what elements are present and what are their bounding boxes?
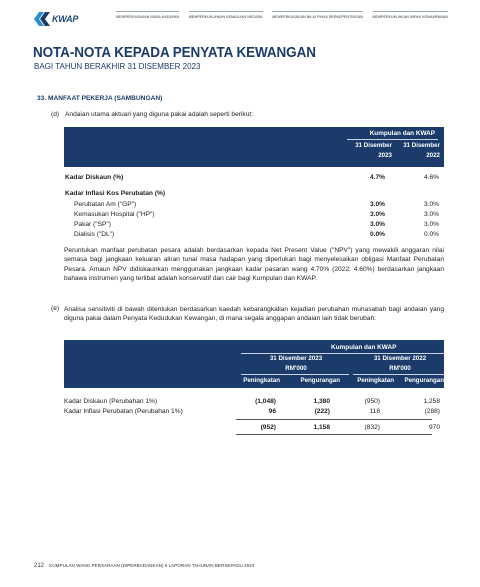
sens-row-discount-inc-2023: (1,048) bbox=[255, 398, 276, 405]
table1-col-2023-label: 31 Disember bbox=[355, 142, 392, 149]
logo-text: KWAP bbox=[52, 14, 79, 24]
sens-row-discount-dec-2022: 1,258 bbox=[423, 398, 440, 405]
row-dl-2022: 0.0% bbox=[423, 231, 439, 238]
sens-row-inflation-dec-2023: (222) bbox=[314, 408, 330, 415]
sens-row-inflation-inc-2022: 118 bbox=[369, 408, 380, 415]
sens-row-discount-label: Kadar Diskaun (Perubahan 1%) bbox=[64, 398, 158, 405]
table2-period-2022: 31 Disember 2022 bbox=[373, 355, 427, 362]
item-e-label: (e) bbox=[51, 305, 60, 312]
sensitivity-table-header bbox=[64, 340, 444, 388]
section-heading: 33. MANFAAT PEKERJA (SAMBUNGAN) bbox=[37, 95, 163, 102]
row-discount-2023: 4.7% bbox=[369, 174, 385, 181]
table2-unit-2023: RM'000 bbox=[285, 365, 307, 372]
sens-row-discount-inc-2022: (950) bbox=[364, 398, 380, 405]
row-sp-2023: 3.0% bbox=[369, 221, 385, 228]
item-d-text: Andaian utama aktuari yang diguna pakai adalah seperti berikut: bbox=[65, 111, 254, 118]
nav-item-pihak-berkepentingan[interactable]: MEMPERKASAKAN NILAI PIHAK BERKEPENTINGAN bbox=[272, 11, 363, 19]
row-dl-label: Dialisis ("DL") bbox=[74, 231, 115, 238]
row-dl-2023: 0.0% bbox=[369, 231, 385, 238]
row-hp-2022: 3.0% bbox=[423, 211, 439, 218]
npv-paragraph: Peruntukan manfaat perubatan pesara adalah berdasarkan kepada Net Present Value ("NPV") yang mewakili anggaran nilai semasa bagi jangkaan keluaran aliran tunai masa hadapan yang diperlukan bagi menyelesaikan obligasi Manfaat Perubatan Pesara. Amaun NPV didiskaunkan menggunakan jangkaan kadar pasaran wang 4.70% (2022: 4.60%) berdasarkan jangkaan bahawa instrumen yang terlibat adalah konservatif dan cair bagi Kumpulan dan KWAP. bbox=[64, 247, 444, 282]
total-bottom-rule bbox=[236, 434, 432, 435]
table1-header-rule bbox=[347, 139, 438, 140]
table2-period-2023: 31 Disember 2023 bbox=[269, 355, 323, 362]
table2-group-title: Kumpulan dan KWAP bbox=[331, 344, 397, 351]
row-hp-2023: 3.0% bbox=[369, 211, 385, 218]
table1-col-2023 bbox=[337, 141, 392, 161]
table2-rule-2023 bbox=[241, 374, 349, 375]
row-inflation-heading: Kadar Inflasi Kos Perubatan (%) bbox=[65, 190, 166, 197]
nav-item-kemajuan-negara[interactable]: MEMPERKUKUHKAN KEMAJUAN NEGARA bbox=[189, 11, 263, 19]
item-d-label: (d) bbox=[51, 111, 60, 118]
page-number: 212 bbox=[34, 563, 45, 569]
nav-item-masa-hadapan[interactable]: MEMPERKASAKAN MASA HADAPAN bbox=[116, 11, 179, 19]
table1-col-2022-label: 31 Disember bbox=[403, 142, 440, 149]
table2-rule-2022 bbox=[353, 374, 444, 375]
sens-total-dec-2023: 1,158 bbox=[313, 424, 330, 431]
table1-group-title: Kumpulan dan KWAP bbox=[369, 130, 435, 137]
table2-col-inc-2023: Peningkatan bbox=[243, 377, 280, 384]
kwap-logo bbox=[34, 12, 78, 26]
table2-col-inc-2022: Peningkatan bbox=[357, 377, 394, 384]
sens-total-inc-2023: (952) bbox=[260, 424, 276, 431]
row-gp-2022: 3.0% bbox=[423, 201, 439, 208]
table1-col-2022-year: 2022 bbox=[426, 152, 440, 159]
page-subtitle: BAGI TAHUN BERAKHIR 31 DISEMBER 2023 bbox=[34, 62, 201, 71]
sens-row-inflation-dec-2022: (288) bbox=[424, 408, 440, 415]
row-hp-label: Kemasukan Hospital ("HP") bbox=[74, 211, 155, 218]
sens-total-dec-2022: 970 bbox=[428, 424, 440, 431]
total-top-rule bbox=[236, 419, 432, 420]
table2-col-dec-2022: Pengurangan bbox=[404, 377, 444, 384]
sens-total-inc-2022: (832) bbox=[364, 424, 380, 431]
table2-col-dec-2023: Pengurangan bbox=[300, 377, 340, 384]
sens-row-inflation-inc-2023: 96 bbox=[268, 408, 276, 415]
row-gp-label: Perubatan Am ("GP") bbox=[74, 201, 137, 208]
nav-item-impak-kemampanan[interactable]: MEMPERKUKUHKAN IMPAK KEMAMPANAN bbox=[373, 11, 449, 19]
top-navigation bbox=[116, 11, 448, 19]
sens-row-inflation-label: Kadar Inflasi Perubatan (Perubahan 1%) bbox=[64, 408, 183, 415]
footer-text: KUMPULAN WANG PERSARAAN (DIPERBADANKAN) II LAPORAN TAHUNAN BERSEPADU 2023 bbox=[49, 563, 255, 568]
row-gp-2023: 3.0% bbox=[369, 201, 385, 208]
row-discount-label: Kadar Diskaun (%) bbox=[65, 174, 124, 181]
row-sp-label: Pakar ("SP") bbox=[74, 221, 111, 228]
row-discount-2022: 4.6% bbox=[423, 174, 439, 181]
row-sp-2022: 3.0% bbox=[423, 221, 439, 228]
table1-col-2022 bbox=[385, 141, 440, 161]
page-title: NOTA-NOTA KEPADA PENYATA KEWANGAN bbox=[33, 45, 316, 61]
item-e-text: Analisa sensitiviti di bawah ditentukan berdasarkan kaedah kebarangkalian kejadian perubahan munasabah bagi andaian yang diguna pakai dalam Penyata Kedudukan Kewangan, di mana segala anggapan andaian lain tidak berubah: bbox=[64, 306, 444, 323]
kwap-logo-icon bbox=[34, 12, 50, 26]
assumptions-table-header bbox=[64, 127, 444, 167]
table1-col-2023-year: 2023 bbox=[378, 152, 392, 159]
table2-group-rule bbox=[241, 353, 444, 354]
sens-row-discount-dec-2023: 1,380 bbox=[313, 398, 330, 405]
page-footer bbox=[34, 563, 254, 569]
table2-unit-2022: RM'000 bbox=[389, 365, 411, 372]
